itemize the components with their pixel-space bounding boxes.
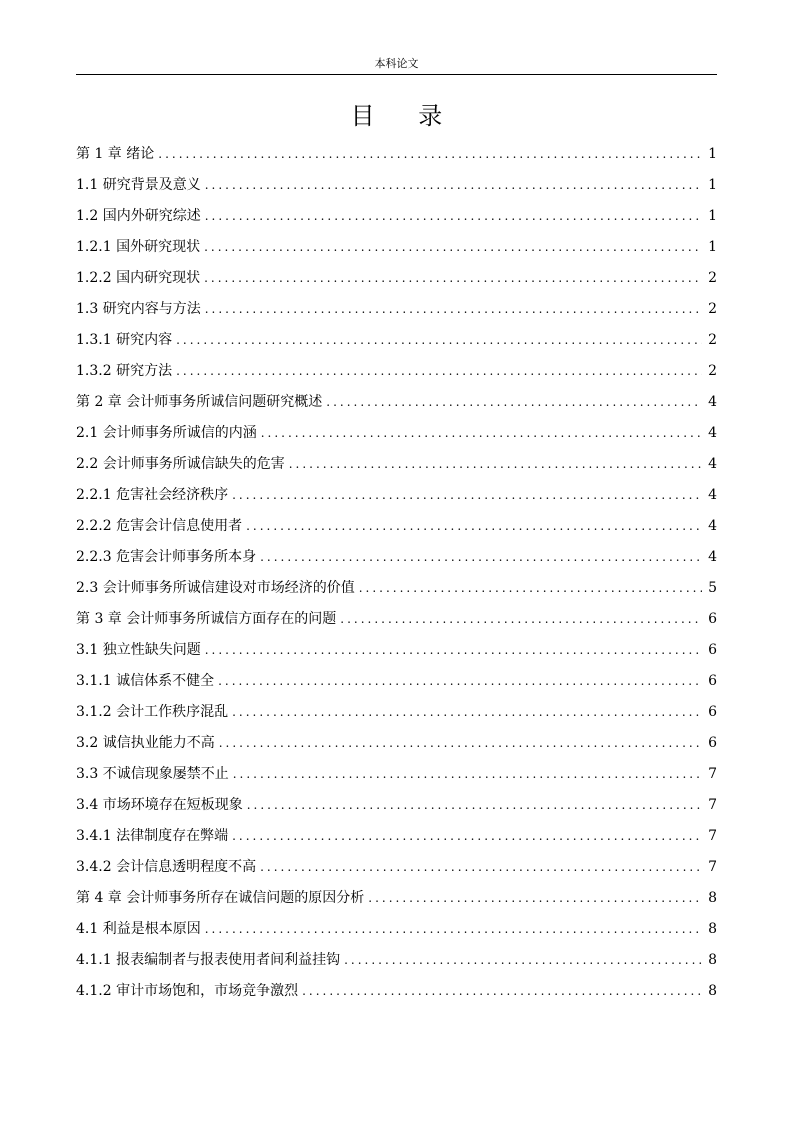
dot-leader	[260, 858, 702, 876]
toc-entry-page: 4	[708, 424, 717, 441]
toc-entry[interactable]	[76, 882, 717, 913]
toc-entry-label: 1.3.2 研究方法	[76, 362, 173, 379]
toc-entry-page: 6	[708, 641, 717, 658]
dot-leader	[344, 951, 702, 969]
toc-entry[interactable]	[76, 355, 717, 386]
toc-entry[interactable]	[76, 727, 717, 758]
toc-entry[interactable]	[76, 758, 717, 789]
dot-leader	[205, 300, 702, 318]
dot-leader	[326, 393, 702, 411]
toc-entry[interactable]	[76, 944, 717, 975]
toc-entry-label: 1.2 国内外研究综述	[76, 207, 201, 224]
toc-entry-page: 6	[708, 610, 717, 627]
toc-entry-label: 第 1 章 绪论	[76, 145, 155, 162]
toc-entry-page: 4	[708, 455, 717, 472]
toc-entry-label: 2.2.2 危害会计信息使用者	[76, 517, 243, 534]
toc-entry-label: 4.1.2 审计市场饱和，市场竞争激烈	[76, 982, 299, 999]
dot-leader	[158, 145, 702, 163]
toc-entry-label: 4.1 利益是根本原因	[76, 920, 201, 937]
dot-leader	[204, 238, 702, 256]
toc-entry-label: 3.4 市场环境存在短板现象	[76, 796, 243, 813]
toc-entry[interactable]	[76, 572, 717, 603]
toc-entry-page: 4	[708, 548, 717, 565]
toc-entry-label: 2.1 会计师事务所诚信的内涵	[76, 424, 257, 441]
toc-entry-page: 8	[708, 982, 717, 999]
table-of-contents	[76, 138, 717, 1006]
toc-entry-page: 8	[708, 889, 717, 906]
toc-entry-label: 3.2 诚信执业能力不高	[76, 734, 215, 751]
dot-leader	[359, 579, 702, 597]
toc-entry[interactable]	[76, 417, 717, 448]
toc-entry-label: 3.4.2 会计信息透明程度不高	[76, 858, 257, 875]
toc-entry-label: 2.3 会计师事务所诚信建设对市场经济的价值	[76, 579, 355, 596]
dot-leader	[232, 827, 702, 845]
dot-leader	[233, 765, 702, 783]
toc-entry[interactable]	[76, 510, 717, 541]
toc-entry-label: 2.2.3 危害会计师事务所本身	[76, 548, 257, 565]
toc-entry[interactable]	[76, 324, 717, 355]
dot-leader	[302, 982, 702, 1000]
toc-title: 目 录	[350, 102, 461, 130]
toc-entry[interactable]	[76, 138, 717, 169]
dot-leader	[260, 548, 702, 566]
dot-leader	[219, 734, 702, 752]
toc-entry-label: 2.2.1 危害社会经济秩序	[76, 486, 229, 503]
toc-entry[interactable]	[76, 820, 717, 851]
toc-entry-label: 3.1.2 会计工作秩序混乱	[76, 703, 229, 720]
toc-entry-page: 2	[708, 300, 717, 317]
toc-entry-page: 4	[708, 517, 717, 534]
toc-entry-page: 1	[708, 176, 717, 193]
toc-entry-label: 3.3 不诚信现象屡禁不止	[76, 765, 229, 782]
toc-entry-label: 1.2.2 国内研究现状	[76, 269, 201, 286]
toc-entry-page: 6	[708, 672, 717, 689]
toc-entry[interactable]	[76, 603, 717, 634]
toc-entry-page: 2	[708, 269, 717, 286]
dot-leader	[261, 424, 702, 442]
dot-leader	[232, 486, 702, 504]
toc-entry-label: 4.1.1 报表编制者与报表使用者间利益挂钩	[76, 951, 341, 968]
toc-entry[interactable]	[76, 293, 717, 324]
dot-leader	[205, 176, 702, 194]
toc-entry-label: 1.3.1 研究内容	[76, 331, 173, 348]
toc-entry-label: 3.4.1 法律制度存在弊端	[76, 827, 229, 844]
toc-entry-page: 1	[708, 207, 717, 224]
toc-entry[interactable]	[76, 541, 717, 572]
toc-entry-label: 2.2 会计师事务所诚信缺失的危害	[76, 455, 285, 472]
toc-entry-page: 2	[708, 362, 717, 379]
toc-entry-page: 6	[708, 703, 717, 720]
toc-entry[interactable]	[76, 665, 717, 696]
toc-entry-label: 3.1 独立性缺失问题	[76, 641, 201, 658]
toc-entry-page: 8	[708, 920, 717, 937]
dot-leader	[289, 455, 702, 473]
toc-entry-page: 7	[708, 765, 717, 782]
toc-entry-page: 1	[708, 145, 717, 162]
toc-entry-label: 第 3 章 会计师事务所诚信方面存在的问题	[76, 610, 337, 627]
toc-entry[interactable]	[76, 448, 717, 479]
dot-leader	[218, 672, 702, 690]
toc-entry[interactable]	[76, 231, 717, 262]
toc-entry-page: 5	[708, 579, 717, 596]
dot-leader	[247, 796, 702, 814]
toc-entry-label: 1.1 研究背景及意义	[76, 176, 201, 193]
toc-entry-page: 4	[708, 393, 717, 410]
toc-entry[interactable]	[76, 386, 717, 417]
toc-entry-page: 7	[708, 827, 717, 844]
toc-entry[interactable]	[76, 479, 717, 510]
toc-entry[interactable]	[76, 789, 717, 820]
toc-entry[interactable]	[76, 696, 717, 727]
toc-entry-page: 8	[708, 951, 717, 968]
toc-entry-page: 6	[708, 734, 717, 751]
toc-entry-label: 第 4 章 会计师事务所存在诚信问题的原因分析	[76, 889, 365, 906]
toc-entry-label: 1.2.1 国外研究现状	[76, 238, 201, 255]
toc-entry[interactable]	[76, 262, 717, 293]
toc-entry-label: 1.3 研究内容与方法	[76, 300, 201, 317]
dot-leader	[204, 269, 702, 287]
dot-leader	[368, 889, 702, 907]
toc-entry[interactable]	[76, 634, 717, 665]
toc-entry-page: 7	[708, 796, 717, 813]
dot-leader	[176, 331, 702, 349]
toc-entry[interactable]	[76, 975, 717, 1006]
toc-entry[interactable]	[76, 169, 717, 200]
dot-leader	[205, 207, 702, 225]
dot-leader	[176, 362, 702, 380]
toc-entry-page: 2	[708, 331, 717, 348]
dot-leader	[246, 517, 702, 535]
toc-entry[interactable]	[76, 200, 717, 231]
dot-leader	[205, 641, 702, 659]
header-text: 本科论文	[374, 57, 419, 70]
toc-entry[interactable]	[76, 851, 717, 882]
page-header	[76, 52, 717, 75]
toc-entry-page: 4	[708, 486, 717, 503]
toc-entry-label: 第 2 章 会计师事务所诚信问题研究概述	[76, 393, 323, 410]
toc-entry[interactable]	[76, 913, 717, 944]
toc-entry-page: 1	[708, 238, 717, 255]
dot-leader	[205, 920, 702, 938]
toc-entry-page: 7	[708, 858, 717, 875]
toc-entry-label: 3.1.1 诚信体系不健全	[76, 672, 215, 689]
dot-leader	[340, 610, 702, 628]
dot-leader	[232, 703, 702, 721]
